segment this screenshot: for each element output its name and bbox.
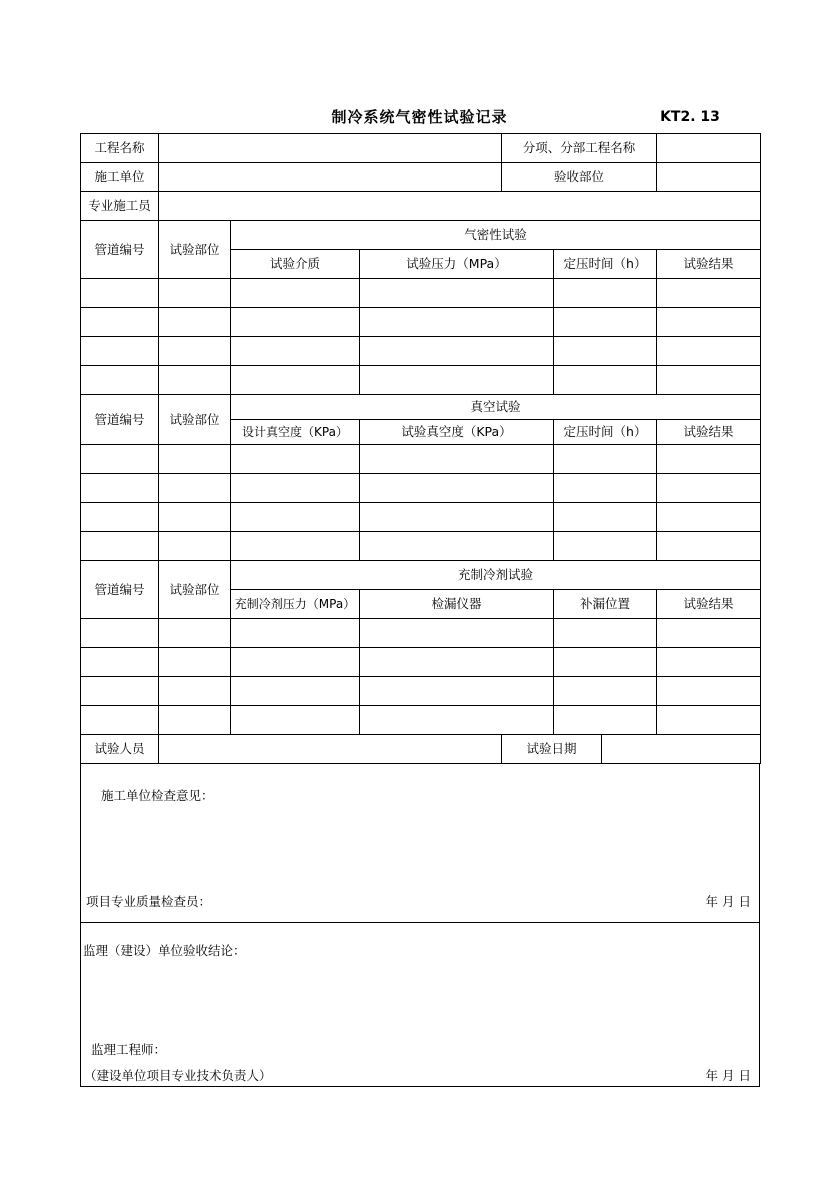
supervision-engineer-label: 监理工程师： — [91, 1042, 167, 1057]
specialist-label: 专业施工员 — [81, 192, 159, 221]
sub-project-field[interactable] — [657, 134, 761, 163]
table-cell[interactable] — [657, 337, 761, 366]
table-cell[interactable] — [231, 619, 360, 648]
construction-opinion-box[interactable] — [80, 764, 760, 923]
table-cell[interactable] — [657, 445, 761, 474]
table-cell[interactable] — [81, 706, 159, 735]
table-row — [81, 279, 761, 308]
table-cell[interactable] — [81, 648, 159, 677]
table-cell[interactable] — [159, 532, 231, 561]
table-cell[interactable] — [231, 308, 360, 337]
table-cell[interactable] — [360, 279, 554, 308]
pipe-no-label: 管道编号 — [81, 561, 159, 619]
table-cell[interactable] — [360, 648, 554, 677]
table-cell[interactable] — [81, 619, 159, 648]
table-row — [81, 308, 761, 337]
table-cell[interactable] — [360, 474, 554, 503]
table-row — [81, 366, 761, 395]
column-header: 补漏位置 — [554, 590, 657, 619]
tester-row — [81, 735, 761, 764]
table-cell[interactable] — [657, 677, 761, 706]
table-cell[interactable] — [159, 619, 231, 648]
table-cell[interactable] — [159, 474, 231, 503]
section-vacuum-header — [81, 395, 761, 420]
table-cell[interactable] — [657, 308, 761, 337]
table-row — [81, 474, 761, 503]
table-cell[interactable] — [231, 706, 360, 735]
constructor-label: 施工单位 — [81, 163, 159, 192]
column-header: 试验压力（MPa） — [360, 250, 554, 279]
table-cell[interactable] — [81, 337, 159, 366]
tester-label: 试验人员 — [81, 735, 159, 764]
table-cell[interactable] — [657, 648, 761, 677]
record-sheet — [80, 133, 760, 1087]
quality-inspector-label: 项目专业质量检查员： — [86, 894, 212, 909]
table-cell[interactable] — [554, 706, 657, 735]
header-row-project — [81, 134, 761, 163]
table-cell[interactable] — [81, 532, 159, 561]
acceptance-part-label: 验收部位 — [502, 163, 657, 192]
table-row — [81, 619, 761, 648]
table-cell[interactable] — [81, 677, 159, 706]
refrigerant-test-title: 充制冷剂试验 — [231, 561, 761, 590]
table-cell[interactable] — [657, 503, 761, 532]
test-date-label: 试验日期 — [502, 735, 602, 764]
table-cell[interactable] — [554, 532, 657, 561]
test-part-label: 试验部位 — [159, 395, 231, 445]
table-cell[interactable] — [360, 706, 554, 735]
acceptance-part-field[interactable] — [657, 163, 761, 192]
table-cell[interactable] — [159, 503, 231, 532]
form-title: 制冷系统气密性试验记录 — [331, 108, 508, 126]
table-cell[interactable] — [554, 503, 657, 532]
table-row — [81, 677, 761, 706]
pipe-no-label: 管道编号 — [81, 221, 159, 279]
record-table — [80, 133, 761, 764]
table-cell[interactable] — [360, 503, 554, 532]
test-part-label: 试验部位 — [159, 561, 231, 619]
table-cell[interactable] — [159, 648, 231, 677]
column-header: 试验介质 — [231, 250, 360, 279]
table-cell[interactable] — [159, 445, 231, 474]
table-row — [81, 503, 761, 532]
table-cell[interactable] — [81, 474, 159, 503]
table-cell[interactable] — [81, 308, 159, 337]
table-cell[interactable] — [360, 619, 554, 648]
table-cell[interactable] — [360, 445, 554, 474]
table-cell[interactable] — [159, 337, 231, 366]
table-cell[interactable] — [554, 279, 657, 308]
table-cell[interactable] — [657, 279, 761, 308]
table-row — [81, 337, 761, 366]
table-cell[interactable] — [159, 308, 231, 337]
vacuum-test-title: 真空试验 — [231, 395, 761, 420]
form-code: KT2. 13 — [660, 109, 720, 125]
section-airtight-header — [81, 221, 761, 250]
table-cell[interactable] — [81, 445, 159, 474]
table-cell[interactable] — [554, 366, 657, 395]
table-cell[interactable] — [159, 366, 231, 395]
header-row-constructor — [81, 163, 761, 192]
owner-responsible-label: （建设单位项目专业技术负责人） — [84, 1068, 272, 1083]
test-part-label: 试验部位 — [159, 221, 231, 279]
table-cell[interactable] — [554, 648, 657, 677]
table-cell[interactable] — [360, 308, 554, 337]
table-row — [81, 532, 761, 561]
table-cell[interactable] — [81, 366, 159, 395]
table-cell[interactable] — [360, 677, 554, 706]
table-cell[interactable] — [81, 279, 159, 308]
construction-date-label: 年 月 日 — [705, 894, 751, 909]
table-cell[interactable] — [554, 474, 657, 503]
table-cell[interactable] — [360, 532, 554, 561]
table-cell[interactable] — [554, 308, 657, 337]
column-header: 试验结果 — [657, 420, 761, 445]
table-cell[interactable] — [159, 706, 231, 735]
supervision-date-label: 年 月 日 — [705, 1068, 751, 1083]
table-cell[interactable] — [657, 619, 761, 648]
table-cell[interactable] — [231, 648, 360, 677]
tester-field[interactable] — [159, 735, 502, 764]
airtight-test-title: 气密性试验 — [231, 221, 761, 250]
column-header: 定压时间（h） — [554, 250, 657, 279]
table-cell[interactable] — [159, 677, 231, 706]
table-cell[interactable] — [360, 366, 554, 395]
column-header: 充制冷剂压力（MPa） — [231, 590, 360, 619]
column-header: 检漏仪器 — [360, 590, 554, 619]
project-name-field[interactable] — [159, 134, 502, 163]
construction-opinion-label: 施工单位检查意见： — [101, 788, 214, 803]
table-cell[interactable] — [554, 619, 657, 648]
table-cell[interactable] — [360, 337, 554, 366]
project-name-label: 工程名称 — [81, 134, 159, 163]
column-header: 试验真空度（KPa） — [360, 420, 554, 445]
table-cell[interactable] — [657, 532, 761, 561]
table-cell[interactable] — [231, 279, 360, 308]
table-cell[interactable] — [231, 366, 360, 395]
column-header: 试验结果 — [657, 590, 761, 619]
table-row — [81, 706, 761, 735]
table-row — [81, 648, 761, 677]
table-cell[interactable] — [231, 503, 360, 532]
table-cell[interactable] — [554, 445, 657, 474]
column-header: 定压时间（h） — [554, 420, 657, 445]
table-cell[interactable] — [231, 532, 360, 561]
test-date-field[interactable] — [602, 735, 761, 764]
constructor-field[interactable] — [159, 163, 502, 192]
table-cell[interactable] — [231, 337, 360, 366]
supervision-conclusion-label: 监理（建设）单位验收结论： — [83, 943, 246, 958]
supervision-conclusion-box[interactable] — [80, 923, 760, 1087]
table-cell[interactable] — [81, 503, 159, 532]
table-cell[interactable] — [554, 677, 657, 706]
specialist-field[interactable] — [159, 192, 761, 221]
column-header: 试验结果 — [657, 250, 761, 279]
table-cell[interactable] — [657, 366, 761, 395]
table-cell[interactable] — [159, 279, 231, 308]
table-cell[interactable] — [554, 337, 657, 366]
section-refrigerant-header — [81, 561, 761, 590]
sub-project-label: 分项、分部工程名称 — [502, 134, 657, 163]
column-header: 设计真空度（KPa） — [231, 420, 360, 445]
table-cell[interactable] — [231, 445, 360, 474]
table-cell[interactable] — [657, 474, 761, 503]
header-row-specialist — [81, 192, 761, 221]
table-row — [81, 445, 761, 474]
pipe-no-label: 管道编号 — [81, 395, 159, 445]
table-cell[interactable] — [657, 706, 761, 735]
table-cell[interactable] — [231, 474, 360, 503]
table-cell[interactable] — [231, 677, 360, 706]
